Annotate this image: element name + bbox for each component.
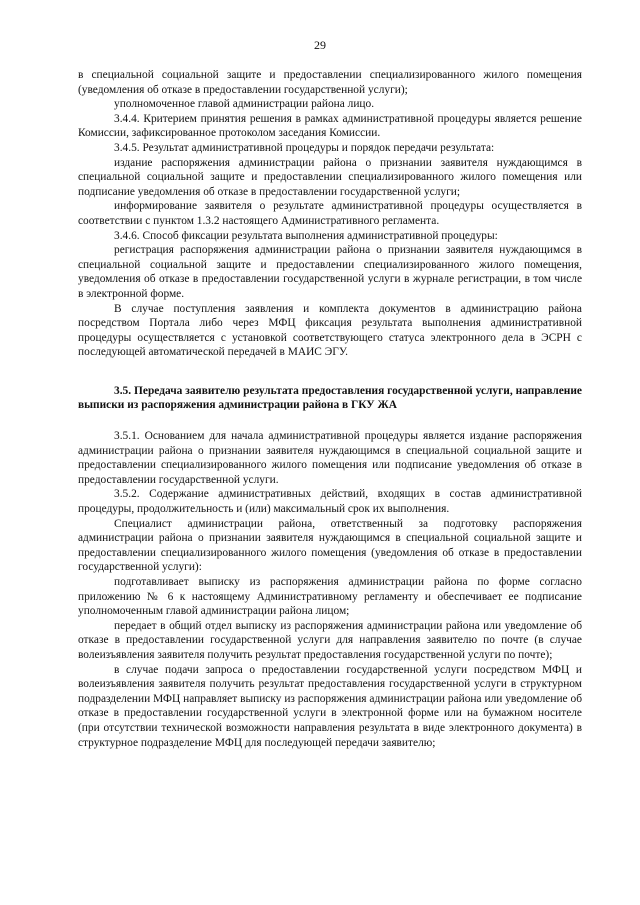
paragraph: в случае подачи запроса о предоставлении государственной услуги посредством МФЦ и волеизъявления заявителя получить результат предоставления государственной услуги в структурном подразделении МФЦ направляет выписку из распоряжения администрации района или уведомление об отказе в предоставлении государственной услуги в электронной форме или на бумажном носителе (при отсутствии технической возможности направления результата в виде электронного документа) в структурное подразделение МФЦ для последующей передачи заявителю;	[78, 663, 582, 749]
paragraph: издание распоряжения администрации района о признании заявителя нуждающимся в специальной социальной защите и предоставлении специализированного жилого помещения или подписание уведомления об отказе в предоставлении государственной услуги;	[78, 156, 582, 198]
paragraph: передает в общий отдел выписку из распоряжения администрации района или уведомление об отказе в предоставлении государственной услуги для направления заявителю по почте (в случае волеизъявления заявителя получить результат предоставления государственной услуги по почте);	[78, 619, 582, 661]
paragraph: в специальной социальной защите и предоставлении специализированного жилого помещения (уведомления об отказе в предоставлении государственной услуги);	[78, 69, 582, 96]
paragraph: регистрация распоряжения администрации района о признании заявителя нуждающимся в специальной социальной защите и предоставлении специализированного жилого помещения, уведомления об отказе в предоставлении государственной услуги в журнале регистрации, в том числе в электронной форме.	[78, 244, 582, 300]
paragraph: подготавливает выписку из распоряжения администрации района по форме согласно приложению № 6 к настоящему Административному регламенту и обеспечивает ее подписание уполномоченным главой администрации района лицом;	[78, 576, 582, 618]
paragraph: Специалист администрации района, ответственный за подготовку распоряжения администрации района о признании заявителя нуждающимся в специальной социальной защите и предоставлении специализированного жилого помещения (уведомления об отказе в предоставлении государственной услуги):	[78, 517, 582, 574]
section-heading: 3.5. Передача заявителю результата предоставления государственной услуги, направление выписки из распоряжения администрации района в ГКУ ЖА	[78, 384, 582, 412]
paragraph: В случае поступления заявления и комплекта документов в администрацию района посредством Портала либо через МФЦ фиксация результата выполнения административной процедуры осуществляется с установкой соответствующего статуса электронного дела в ЭСРН с последующей автоматической передачей в МАИС ЭГУ.	[78, 302, 582, 359]
document-body	[78, 68, 582, 750]
paragraph: 3.4.4. Критерием принятия решения в рамках административной процедуры является решение Комиссии, зафиксированное протоколом заседания Комиссии.	[78, 112, 582, 140]
paragraph: 3.5.2. Содержание административных действий, входящих в состав административной процедуры, продолжительность и (или) максимальный срок их выполнения.	[78, 488, 582, 516]
page-number: 29	[314, 38, 326, 52]
paragraph: уполномоченное главой администрации района лицо.	[114, 98, 375, 111]
paragraph: 3.5.1. Основанием для начала административной процедуры является издание распоряжения администрации района о признании заявителя нуждающимся в специальной социальной защите и предоставлении специализированного жилого помещения или подписание уведомления об отказе в предоставлении государственной услуги.	[78, 430, 582, 486]
paragraph: информирование заявителя о результате административной процедуры осуществляется в соответствии с пунктом 1.3.2 настоящего Административного регламента.	[78, 200, 582, 227]
paragraph: 3.4.6. Способ фиксации результата выполнения административной процедуры:	[114, 229, 498, 242]
paragraph: 3.4.5. Результат административной процедуры и порядок передачи результата:	[114, 141, 495, 154]
